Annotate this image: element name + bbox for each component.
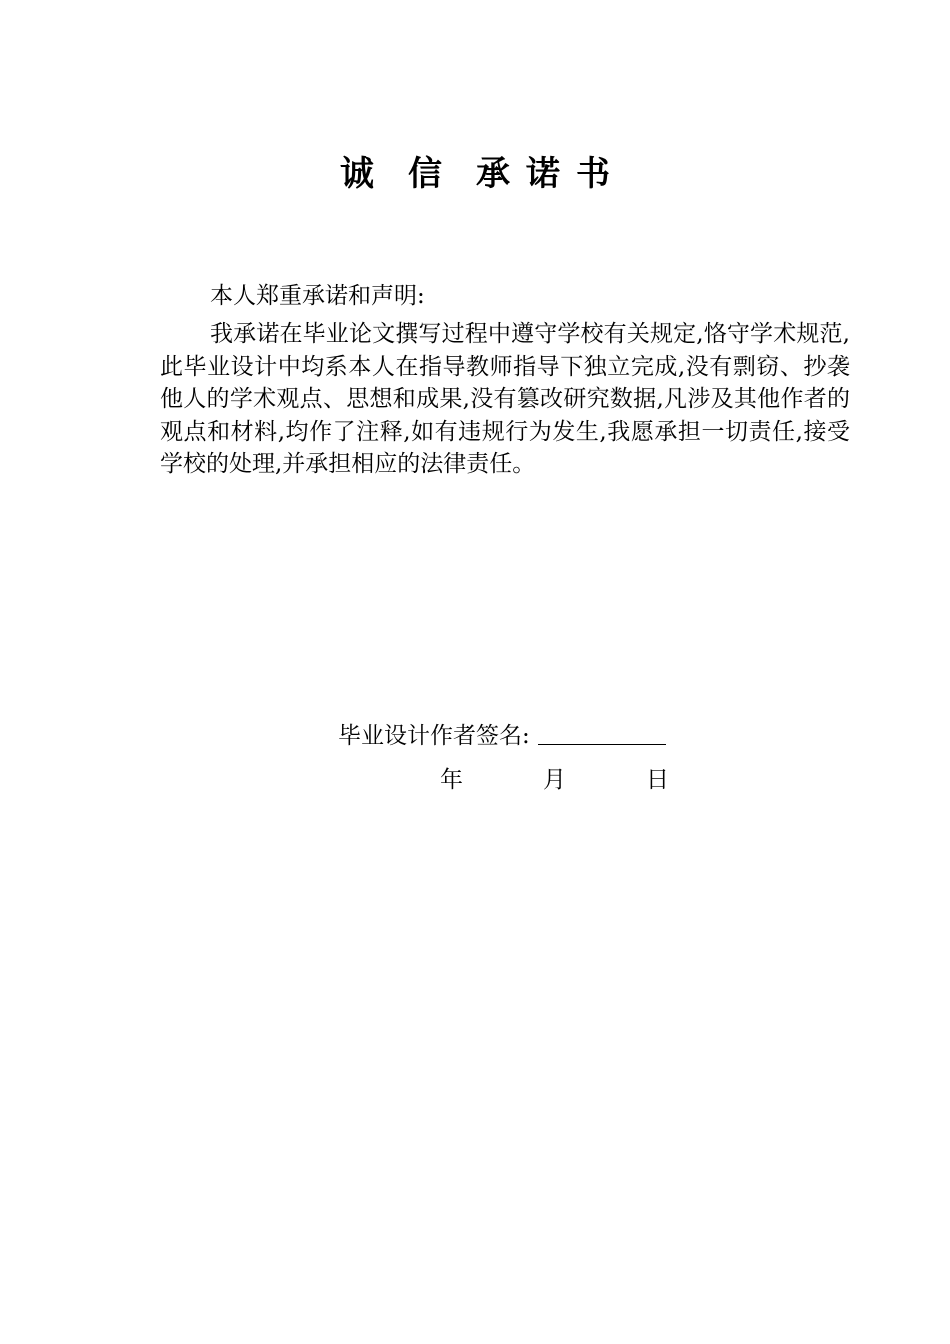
declaration-body: 我承诺在毕业论文撰写过程中遵守学校有关规定,恪守学术规范,此毕业设计中均系本人在指导教师指导下独立完成,没有剽窃、抄袭他人的学术观点、思想和成果,没有篡改研究数据,凡涉及其他作者的观点和材料,均作了注释,如有违规行为发生,我愿承担一切责任,接受学校的处理,并承担相应的法律责任。 [160, 321, 850, 477]
date-month-label: 月 [543, 767, 566, 793]
title-char: 诚 [340, 154, 374, 194]
signature-row [338, 718, 666, 754]
title-char: 承 [476, 154, 510, 194]
page-title [0, 150, 950, 198]
title-char: 信 [408, 154, 442, 194]
declaration-intro: 本人郑重承诺和声明: [210, 283, 425, 309]
date-day-label: 日 [646, 767, 669, 793]
title-char: 诺 [526, 154, 560, 194]
date-year-label: 年 [440, 767, 463, 793]
signature-label: 毕业设计作者签名: [338, 723, 530, 749]
signature-line [538, 720, 666, 745]
title-char: 书 [576, 154, 610, 194]
